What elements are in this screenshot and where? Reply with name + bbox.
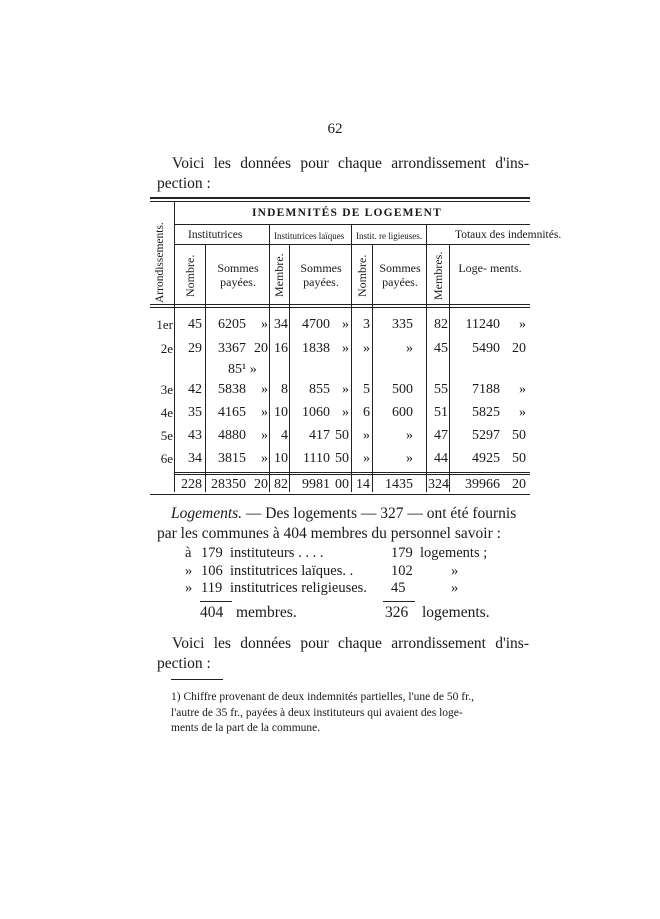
row-1-c7: 82: [434, 317, 448, 332]
row-6-c1: 34: [188, 451, 202, 466]
item-1-label: instituteurs . . . .: [230, 545, 324, 561]
row-5-c4b: 50: [335, 428, 349, 443]
total-c7: 324: [428, 477, 449, 492]
footnote: [171, 690, 527, 737]
row-4-c7: 51: [434, 405, 448, 420]
row-4-arr: 4e: [160, 405, 173, 420]
item-3-prefix: »: [185, 580, 193, 596]
row-2-c6: »: [406, 341, 413, 356]
row-2-c5: »: [363, 341, 370, 356]
group-label-2: Institutrices laïques: [274, 231, 345, 241]
row-3-c4: 855: [309, 382, 330, 397]
logements-line-2: par les communes à 404 membres du personnel savoir :: [157, 525, 501, 542]
row-3-c7: 55: [434, 382, 448, 397]
row-4-c4: 1060: [302, 405, 330, 420]
row-3-c2: 5838: [218, 382, 246, 397]
arrondissements-header: Arrondissements.: [154, 222, 166, 303]
row-5-c7: 47: [434, 428, 448, 443]
total-members: 404: [200, 604, 224, 621]
row-2-c4: 1838: [302, 341, 330, 356]
intro-1-line-1: Voici les données pour chaque arrondissement d'ins-: [172, 155, 529, 172]
row-5-c8: 5297: [472, 428, 500, 443]
total-c6: 1435: [385, 477, 413, 492]
item-1-prefix: à: [185, 545, 192, 561]
intro-paragraph-2: [157, 634, 529, 674]
row-3-c4b: »: [342, 382, 349, 397]
item-2-value: 102: [391, 563, 413, 579]
row-4-c2: 4165: [218, 405, 246, 420]
item-2-unit: »: [451, 563, 459, 579]
row-2-c8: 5490: [472, 341, 500, 356]
group-label-3: Instit. re ligieuses.: [356, 231, 422, 241]
row-4-c1: 35: [188, 405, 202, 420]
total-c5: 14: [356, 477, 370, 492]
row-3-c6: 500: [392, 382, 413, 397]
group-label-1: Institutrices: [188, 229, 243, 241]
row-1-c5: 3: [363, 317, 370, 332]
row-6-c8: 4925: [472, 451, 500, 466]
row-3-c5: 5: [363, 382, 370, 397]
page-number: 62: [327, 121, 343, 137]
intro-2-line-2: pection :: [157, 655, 211, 672]
row-1-c3: 34: [274, 317, 288, 332]
total-c2: 28350: [211, 477, 246, 492]
row-6-c2: 3815: [218, 451, 246, 466]
row-3-c8: 7188: [472, 382, 500, 397]
col-header-nombre-1: Nombre.: [183, 254, 197, 297]
row-4-c8: 5825: [472, 405, 500, 420]
row-2-c8b: 20: [512, 341, 526, 356]
logements-line-1: [171, 505, 516, 523]
total-c8b: 20: [512, 477, 526, 492]
row-5-arr: 5e: [160, 428, 173, 443]
row-6-c4b: 50: [335, 451, 349, 466]
col-header-logements-4: Loge- ments.: [458, 261, 522, 275]
total-logements-label: logements.: [422, 604, 490, 621]
total-c2b: 20: [254, 477, 268, 492]
item-2-label: institutrices laïques. .: [230, 563, 354, 579]
row-6-c6: »: [406, 451, 413, 466]
col-header-nombre-3: Nombre.: [355, 254, 369, 297]
row-1-c2: 6205: [218, 317, 246, 332]
row-1-c1: 45: [188, 317, 202, 332]
total-members-label: membres.: [236, 604, 297, 621]
row-2-extra: 85¹ »: [228, 362, 257, 377]
row-2-c4b: »: [342, 341, 349, 356]
item-3-label: institutrices religieuses.: [230, 580, 367, 596]
row-6-c3: 10: [274, 451, 288, 466]
total-c3: 82: [274, 477, 288, 492]
col-header-sommes-1: Sommes payées.: [217, 261, 259, 289]
row-3-c8b: »: [519, 382, 526, 397]
total-logements: 326: [385, 604, 409, 621]
total-c1: 228: [181, 477, 202, 492]
row-4-c5: 6: [363, 405, 370, 420]
logements-heading: Logements.: [171, 505, 243, 522]
footnote-line-1: 1) Chiffre provenant de deux indemnités partielles, l'une de 50 fr.,: [171, 691, 475, 703]
row-3-arr: 3e: [160, 382, 173, 397]
item-3-count: 119: [201, 580, 223, 596]
intro-2-line-1: Voici les données pour chaque arrondissement d'ins-: [172, 635, 529, 652]
intro-1-line-2: pection :: [157, 175, 211, 192]
row-3-c3: 8: [281, 382, 288, 397]
row-6-c5: »: [363, 451, 370, 466]
col-header-sommes-2: Sommes payées.: [300, 261, 342, 289]
indemnites-table: [150, 197, 562, 499]
row-4-c4b: »: [342, 405, 349, 420]
row-5-c4: 417: [309, 428, 330, 443]
row-4-c2b: »: [261, 405, 268, 420]
row-3-c2b: »: [261, 382, 268, 397]
item-2-count: 106: [201, 563, 223, 579]
logements-line-1-rest: — Des logements — 327 — ont été fournis: [245, 505, 517, 522]
row-2-c1: 29: [188, 341, 202, 356]
footnote-line-3: ments de la part de la commune.: [171, 722, 321, 734]
row-3-c1: 42: [188, 382, 202, 397]
row-5-c3: 4: [281, 428, 288, 443]
row-6-c7: 44: [434, 451, 448, 466]
col-header-membres-4: Membres.: [431, 251, 445, 300]
row-1-arr: 1er: [156, 317, 173, 332]
row-2-c2b: 20: [254, 341, 268, 356]
group-label-4: Totaux des indemnités.: [455, 229, 562, 241]
row-5-c2: 4880: [218, 428, 246, 443]
item-1-unit: logements ;: [420, 545, 488, 561]
intro-paragraph-1: [157, 154, 529, 194]
row-2-arr: 2e: [160, 341, 173, 356]
total-c8: 39966: [465, 477, 500, 492]
row-6-c8b: 50: [512, 451, 526, 466]
col-header-membre-2: Membre.: [272, 253, 286, 297]
row-1-c8: 11240: [465, 317, 500, 332]
row-6-c2b: »: [261, 451, 268, 466]
row-4-c3: 10: [274, 405, 288, 420]
row-4-c8b: »: [519, 405, 526, 420]
item-3-unit: »: [451, 580, 459, 596]
row-1-c2b: »: [261, 317, 268, 332]
col-header-sommes-3: Sommes payées.: [379, 261, 421, 289]
row-1-c4b: »: [342, 317, 349, 332]
row-2-c3: 16: [274, 341, 288, 356]
item-1-count: 179: [201, 545, 223, 561]
item-3-value: 45: [391, 580, 406, 596]
row-5-c1: 43: [188, 428, 202, 443]
row-1-c4: 4700: [302, 317, 330, 332]
row-5-c6: »: [406, 428, 413, 443]
total-c4b: 00: [335, 477, 349, 492]
row-5-c2b: »: [261, 428, 268, 443]
row-2-c2: 3367: [218, 341, 246, 356]
row-1-c8b: »: [519, 317, 526, 332]
row-5-c5: »: [363, 428, 370, 443]
group-title: INDEMNITÉS DE LOGEMENT: [252, 207, 442, 219]
total-c4: 9981: [302, 477, 330, 492]
row-2-c7: 45: [434, 341, 448, 356]
item-2-prefix: »: [185, 563, 193, 579]
footnote-rule: [171, 679, 223, 680]
item-1-value: 179: [391, 545, 413, 561]
row-5-c8b: 50: [512, 428, 526, 443]
row-6-arr: 6e: [160, 451, 173, 466]
row-6-c4: 1110: [303, 451, 330, 466]
row-1-c6: 335: [392, 317, 413, 332]
footnote-line-2: l'autre de 35 fr., payées à deux instituteurs qui avaient des loge-: [171, 706, 463, 719]
row-4-c6: 600: [392, 405, 413, 420]
